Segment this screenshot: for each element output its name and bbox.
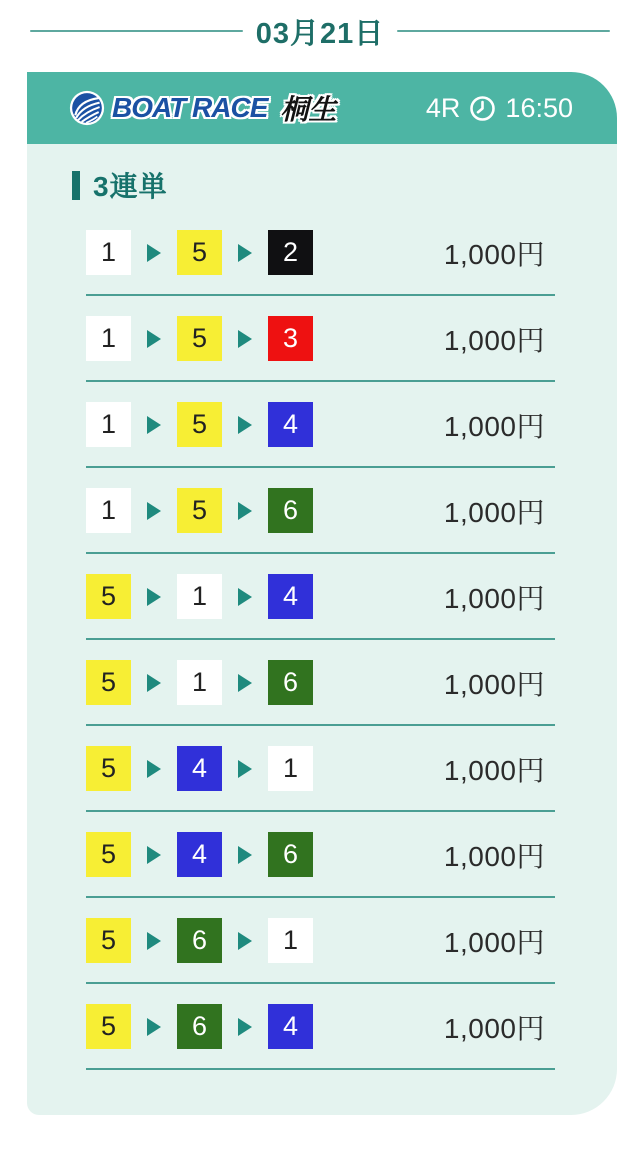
bet-amount: 1,000円 bbox=[443, 496, 545, 528]
arrow-right-icon bbox=[238, 330, 252, 348]
arrow-right-icon bbox=[147, 674, 161, 692]
boatrace-swirl-icon bbox=[69, 90, 105, 126]
boat-number-first: 5 bbox=[86, 574, 131, 619]
brand-name: BOAT RACE bbox=[112, 92, 268, 123]
ticket-body bbox=[27, 144, 617, 1115]
bet-row bbox=[86, 832, 555, 898]
bet-combination bbox=[86, 660, 313, 705]
ticket-header bbox=[27, 72, 617, 144]
bet-combination bbox=[86, 316, 313, 361]
bet-row bbox=[86, 918, 555, 984]
bet-list bbox=[86, 230, 555, 1070]
boat-number-second: 6 bbox=[177, 918, 222, 963]
arrow-right-icon bbox=[238, 846, 252, 864]
boat-number-third: 6 bbox=[268, 832, 313, 877]
bet-amount: 1,000円 bbox=[443, 1012, 545, 1044]
bet-row bbox=[86, 574, 555, 640]
bet-combination bbox=[86, 918, 313, 963]
arrow-right-icon bbox=[238, 588, 252, 606]
bet-combination bbox=[86, 574, 313, 619]
arrow-right-icon bbox=[238, 932, 252, 950]
arrow-right-icon bbox=[147, 502, 161, 520]
bet-amount: 1,000円 bbox=[443, 840, 545, 872]
date-divider-left bbox=[30, 30, 243, 32]
bet-row bbox=[86, 746, 555, 812]
boat-number-first: 1 bbox=[86, 230, 131, 275]
heading-accent-bar bbox=[72, 171, 80, 200]
boat-number-second: 5 bbox=[177, 230, 222, 275]
arrow-right-icon bbox=[238, 760, 252, 778]
arrow-right-icon bbox=[238, 674, 252, 692]
bet-row bbox=[86, 230, 555, 296]
boat-number-third: 1 bbox=[268, 918, 313, 963]
boat-number-second: 4 bbox=[177, 832, 222, 877]
race-info bbox=[426, 93, 573, 124]
arrow-right-icon bbox=[147, 1018, 161, 1036]
bet-row bbox=[86, 1004, 555, 1070]
bet-combination bbox=[86, 230, 313, 275]
deadline-time: 16:50 bbox=[505, 92, 573, 123]
boat-number-third: 3 bbox=[268, 316, 313, 361]
arrow-right-icon bbox=[238, 1018, 252, 1036]
boat-number-first: 5 bbox=[86, 918, 131, 963]
boat-number-second: 5 bbox=[177, 402, 222, 447]
boat-number-third: 6 bbox=[268, 660, 313, 705]
bet-combination bbox=[86, 488, 313, 533]
date-header bbox=[30, 14, 610, 48]
arrow-right-icon bbox=[147, 932, 161, 950]
arrow-right-icon bbox=[147, 760, 161, 778]
race-number: 4R bbox=[425, 92, 461, 123]
bet-row bbox=[86, 402, 555, 468]
date-divider-right bbox=[397, 30, 610, 32]
bet-amount: 1,000円 bbox=[443, 754, 545, 786]
boat-number-first: 5 bbox=[86, 1004, 131, 1049]
boat-number-first: 5 bbox=[86, 660, 131, 705]
bet-amount: 1,000円 bbox=[443, 324, 545, 356]
boat-number-third: 6 bbox=[268, 488, 313, 533]
boat-number-first: 1 bbox=[86, 488, 131, 533]
boat-number-second: 1 bbox=[177, 574, 222, 619]
bet-combination bbox=[86, 1004, 313, 1049]
boat-number-first: 1 bbox=[86, 402, 131, 447]
bet-type-heading bbox=[72, 170, 555, 200]
boat-number-second: 1 bbox=[177, 660, 222, 705]
arrow-right-icon bbox=[238, 244, 252, 262]
bet-combination bbox=[86, 746, 313, 791]
bet-amount: 1,000円 bbox=[443, 926, 545, 958]
bet-type-label: 3連単 bbox=[93, 171, 168, 202]
clock-icon bbox=[469, 95, 496, 122]
boat-number-first: 5 bbox=[86, 746, 131, 791]
arrow-right-icon bbox=[147, 330, 161, 348]
venue-name: 桐生 bbox=[280, 94, 337, 125]
boat-number-third: 2 bbox=[268, 230, 313, 275]
arrow-right-icon bbox=[238, 502, 252, 520]
boat-number-third: 4 bbox=[268, 1004, 313, 1049]
boat-number-first: 1 bbox=[86, 316, 131, 361]
boat-number-second: 6 bbox=[177, 1004, 222, 1049]
bet-row bbox=[86, 316, 555, 382]
boat-number-third: 4 bbox=[268, 402, 313, 447]
arrow-right-icon bbox=[238, 416, 252, 434]
arrow-right-icon bbox=[147, 244, 161, 262]
boat-number-first: 5 bbox=[86, 832, 131, 877]
bet-amount: 1,000円 bbox=[443, 410, 545, 442]
bet-row bbox=[86, 660, 555, 726]
boatrace-logo bbox=[69, 88, 336, 128]
bet-row bbox=[86, 488, 555, 554]
boat-number-second: 5 bbox=[177, 488, 222, 533]
arrow-right-icon bbox=[147, 846, 161, 864]
bet-combination bbox=[86, 832, 313, 877]
boat-number-second: 5 bbox=[177, 316, 222, 361]
boat-number-third: 4 bbox=[268, 574, 313, 619]
boat-number-second: 4 bbox=[177, 746, 222, 791]
bet-amount: 1,000円 bbox=[443, 238, 545, 270]
arrow-right-icon bbox=[147, 588, 161, 606]
bet-ticket-card bbox=[27, 72, 617, 1115]
bet-amount: 1,000円 bbox=[443, 668, 545, 700]
date-label: 03月21日 bbox=[255, 17, 385, 50]
bet-amount: 1,000円 bbox=[443, 582, 545, 614]
arrow-right-icon bbox=[147, 416, 161, 434]
boat-number-third: 1 bbox=[268, 746, 313, 791]
bet-combination bbox=[86, 402, 313, 447]
